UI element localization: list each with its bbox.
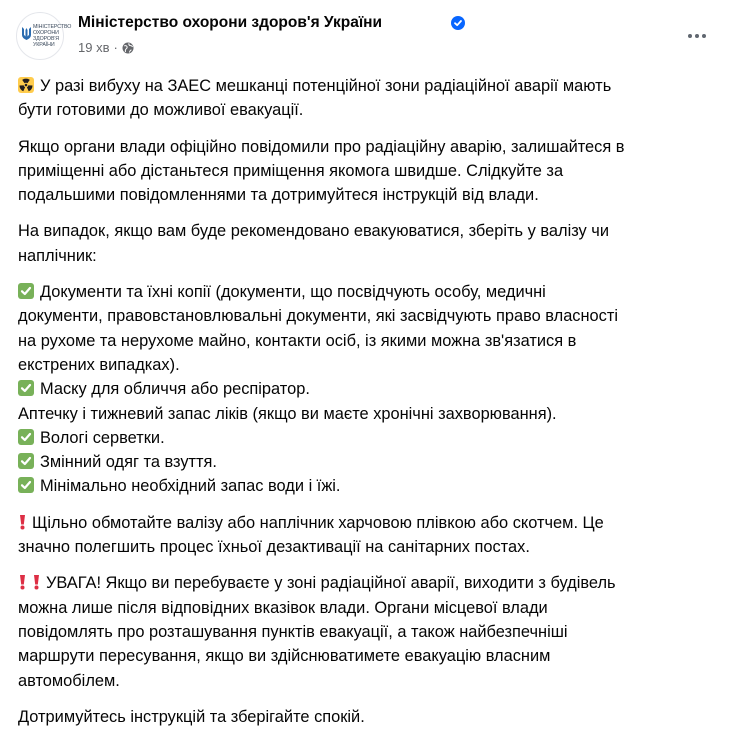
checklist-item [18, 450, 715, 474]
radioactive-icon [18, 77, 34, 93]
dot [688, 34, 692, 38]
post-time[interactable]: 19 хв [78, 40, 110, 55]
text-line: бути готовими до можливої евакуації. [18, 101, 304, 120]
paragraph-shelter [18, 135, 715, 208]
text-line: документи, правовстановлювальні документи, які засвідчують право власності [18, 307, 619, 326]
checklist-item [18, 426, 715, 450]
text-line: наплічник: [18, 246, 97, 265]
paragraph-closing [18, 705, 715, 729]
check-mark-icon [18, 380, 34, 396]
avatar[interactable] [16, 12, 72, 60]
text-span: Щільно обмотайте валізу або наплічник харчовою плівкою або скотчем. Це [32, 513, 604, 532]
exclamation-icon [18, 514, 27, 530]
text-line: значно полегшить процес їхньої дезактивації на санітарних постах. [18, 538, 530, 557]
checklist [18, 280, 715, 499]
avatar-text-line: ЗДОРОВ'Я [33, 36, 60, 42]
text-span: УВАГА! Якщо ви перебуваєте у зоні радіаційної аварії, виходити з будівель [46, 574, 616, 593]
check-mark-icon [18, 477, 34, 493]
paragraph-intro [18, 74, 715, 123]
paragraph-warning [18, 571, 715, 692]
avatar-logo-text [33, 24, 72, 48]
dot [695, 34, 699, 38]
text-line: подальшими повідомленнями та дотримуйтеся інструкцій від влади. [18, 186, 539, 205]
meta-separator: · [113, 40, 118, 55]
page-name[interactable]: Міністерство охорони здоров'я України [78, 14, 383, 31]
text-line: Дотримуйтесь інструкцій та зберігайте спокій. [18, 707, 365, 726]
verified-badge-icon [451, 16, 465, 30]
text-span: Мінімально необхідний запас води і їжі. [40, 477, 341, 496]
post-header [16, 12, 715, 60]
text-line: повідомлять про розташування пунктів евакуації, а також найбезпечніші [18, 622, 568, 641]
text-span: У разі вибуху на ЗАЕС мешканці потенційної зони радіаційної аварії мають [40, 77, 612, 95]
text-line: маршрути пересування, якщо ви здійснюватимете евакуацію власним [18, 647, 551, 666]
text-span: Змінний одяг та взуття. [40, 453, 217, 472]
text-line [18, 571, 715, 595]
more-options-icon[interactable] [679, 18, 715, 54]
dot [702, 34, 706, 38]
text-line [18, 511, 715, 535]
exclamation-icon [32, 574, 41, 590]
text-line [18, 74, 715, 98]
globe-icon [122, 42, 134, 54]
checklist-item [18, 280, 715, 304]
text-line: Аптечку і тижневий запас ліків (якщо ви маєте хронічні захворювання). [18, 404, 557, 423]
paragraph-wrap [18, 511, 715, 560]
checklist-item [18, 474, 715, 498]
post-meta [78, 40, 134, 55]
text-line: екстрених випадках). [18, 355, 180, 374]
checklist-item [18, 377, 715, 401]
paragraph-evacuation [18, 219, 715, 268]
avatar-text-line: МІНІСТЕРСТВО [33, 24, 72, 30]
check-mark-icon [18, 283, 34, 299]
post-text [18, 74, 715, 741]
trident-icon [21, 26, 32, 42]
avatar-text-line: УКРАЇНИ [33, 42, 55, 48]
text-span: Документи та їхні копії (документи, що посвідчують особу, медичні [40, 283, 546, 302]
text-line: на рухоме та нерухоме майно, контакти осіб, із якими можна зв'язатися в [18, 331, 577, 350]
text-line: Якщо органи влади офіційно повідомили про радіаційну аварію, залишайтеся в [18, 137, 625, 156]
text-line: На випадок, якщо вам буде рекомендовано евакуюватися, зберіть у валізу чи [18, 222, 609, 241]
check-mark-icon [18, 453, 34, 469]
check-mark-icon [18, 429, 34, 445]
exclamation-icon [18, 574, 27, 590]
text-line: приміщенні або дістаньтеся приміщення якомога швидше. Слідкуйте за [18, 161, 564, 180]
text-line: можна лише після відповідних вказівок влади. Органи місцевої влади [18, 598, 548, 617]
text-line: автомобілем. [18, 671, 120, 690]
text-span: Вологі серветки. [40, 428, 165, 447]
avatar-text-line: ОХОРОНИ [33, 30, 59, 36]
text-span: Маску для обличчя або респіратор. [40, 380, 310, 399]
